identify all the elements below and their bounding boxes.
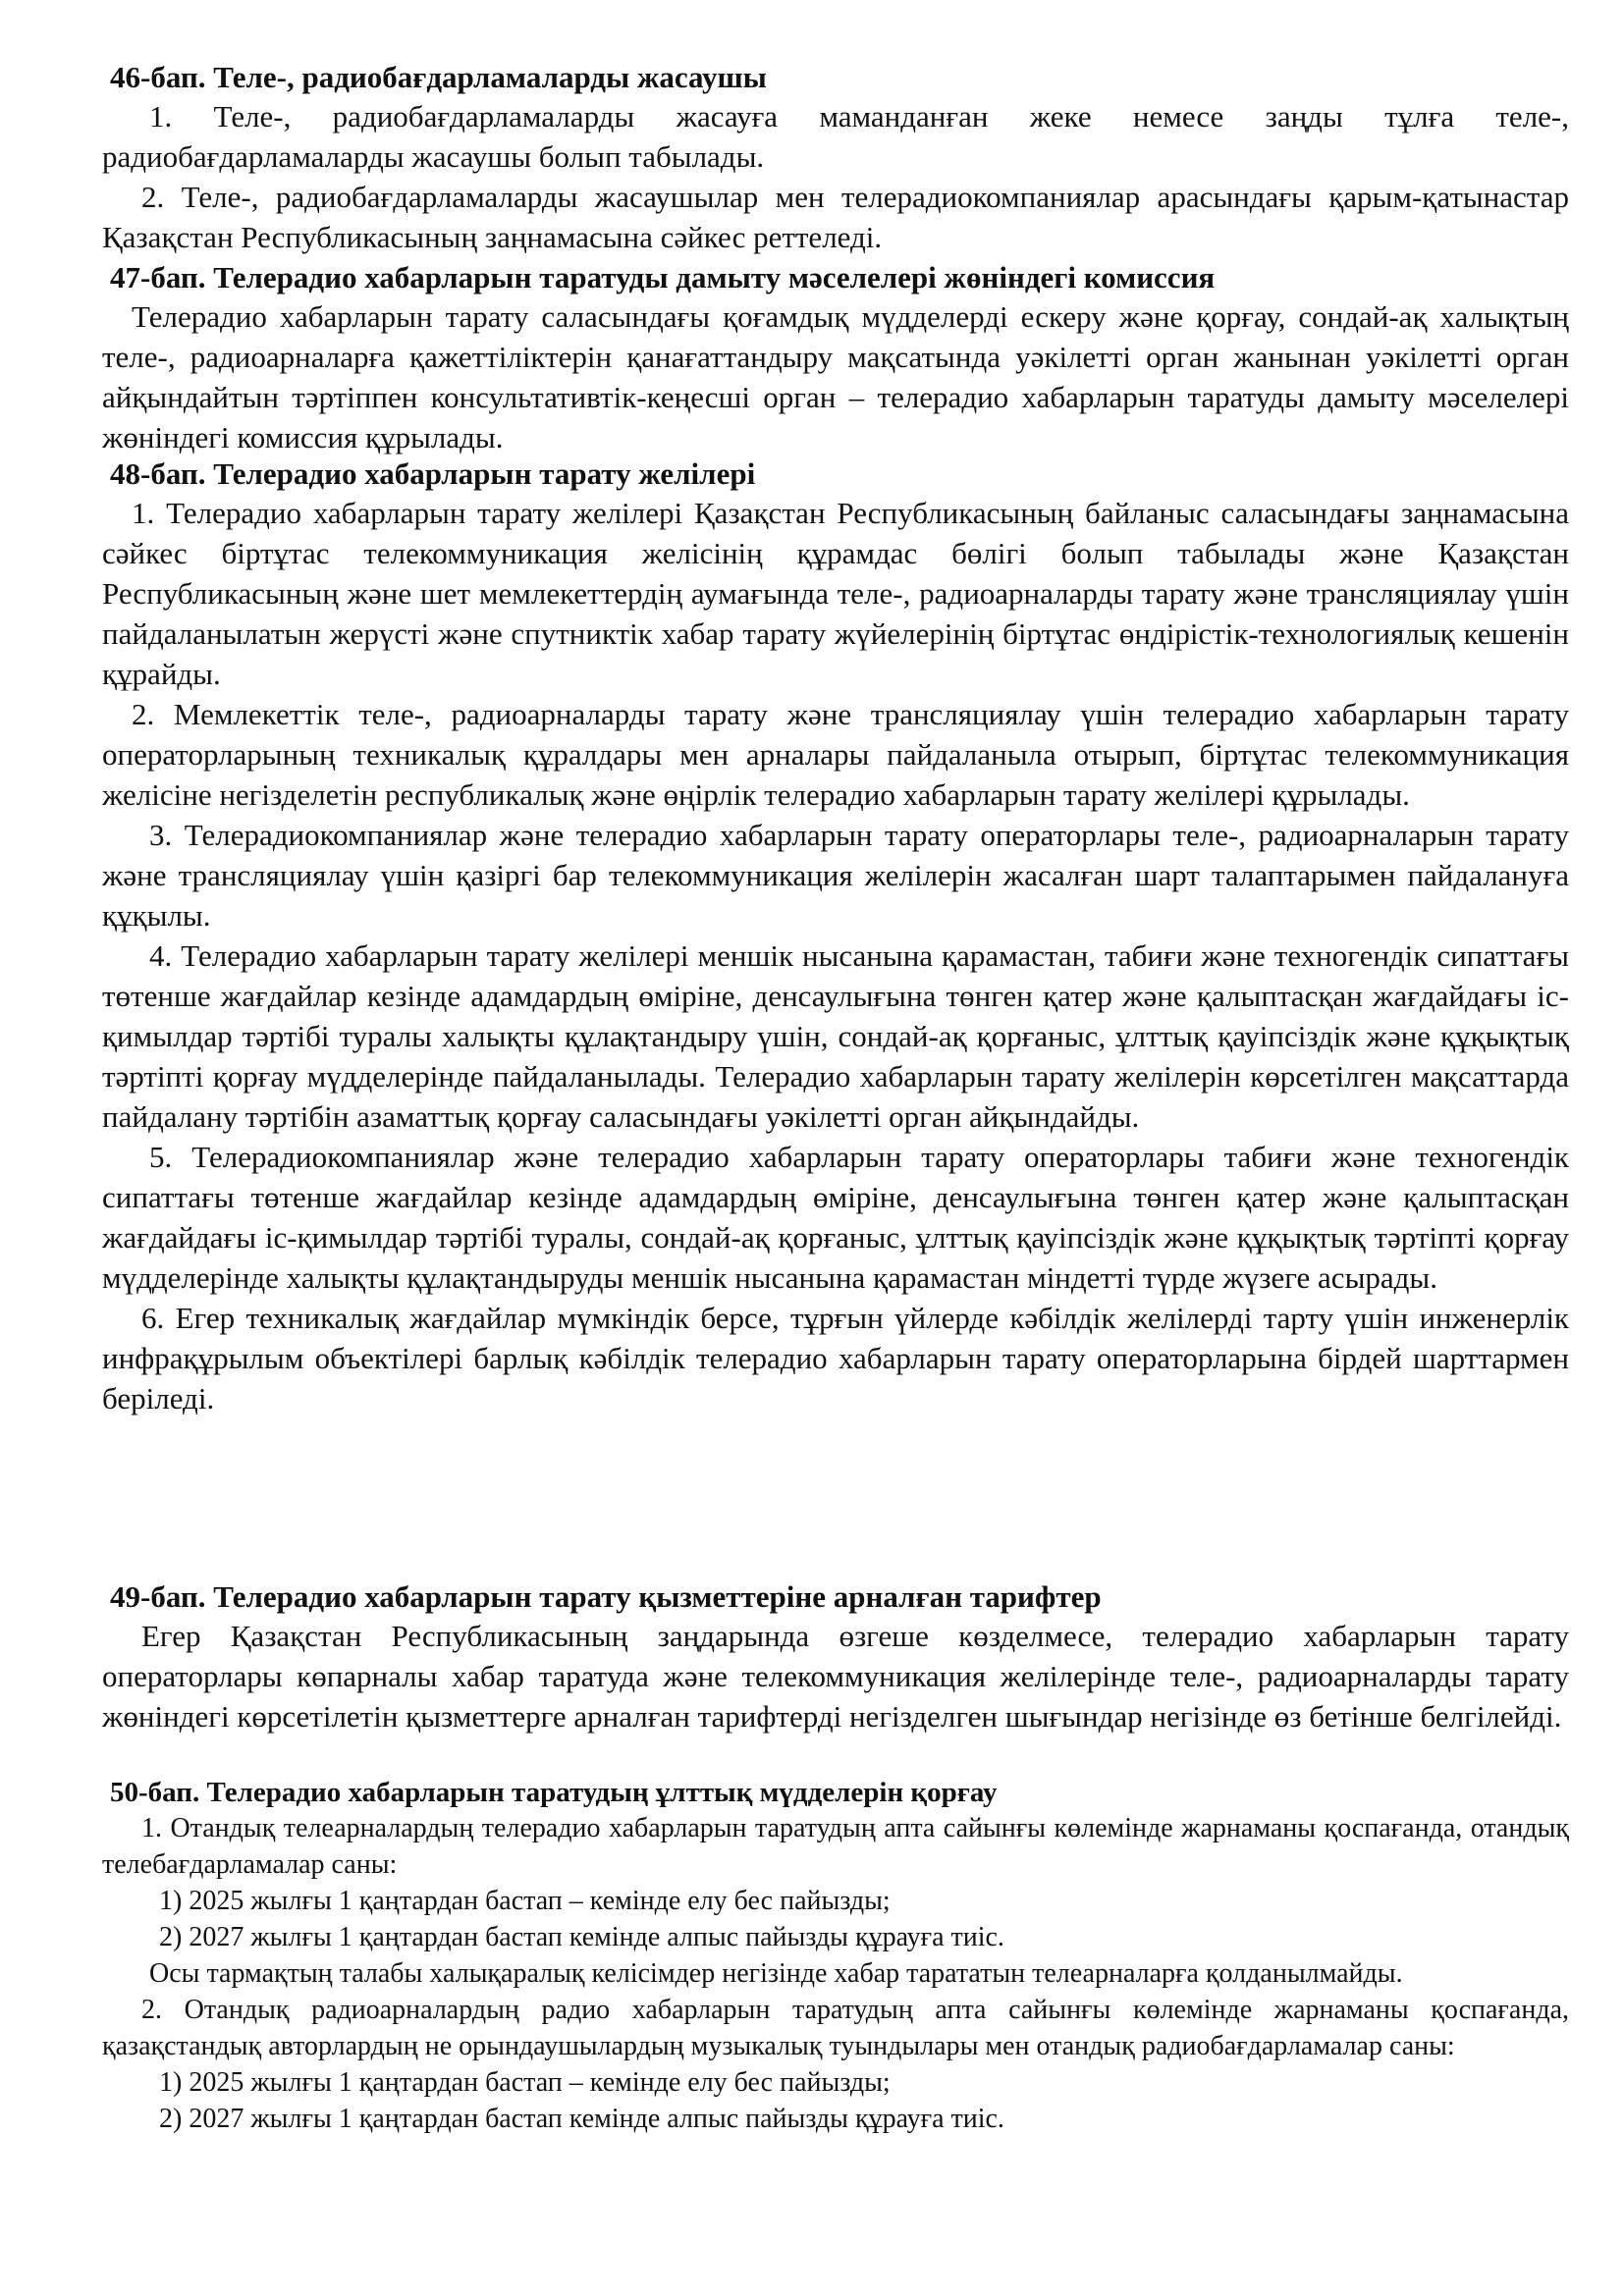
article-46-paragraph-2: 2. Теле-, радиобағдарламаларды жасаушылар мен телерадиокомпаниялар арасындағы қарым-қатынастар Қазақстан Республикасының заңнамасына сәйкес реттеледі. xyxy=(102,180,1569,254)
article-50-paragraph-2: 2. Отандық радиоарналардың радио хабарларын таратудың апта сайынғы көлемінде жарнаманы қоспағанда, қазақстандық авторлардың не орындаушылардың музыкалық туындылары мен отандық радиобағдарламалар саны: xyxy=(102,1995,1569,2061)
article-48-paragraph-2: 2. Мемлекеттік теле-, радиоарналарды тарату және трансляциялау үшін телерадио хабарларын тарату операторларының техникалық құралдары мен арналары пайдаланыла отырып, біртұтас телекоммуникация желісіне негізделетін республикалық және өңірлік телерадио хабарларын тарату желілері құрылады. xyxy=(102,697,1569,812)
article-48-paragraph-1: 1. Телерадио хабарларын тарату желілері Қазақстан Республикасының байланыс саласындағы заңнамасына сәйкес біртұтас телекоммуникация желісінің құрамдас бөлігі болып табылады және Қазақстан Республикасының және шет мемлекеттердің аумағында теле-, радиоарналарды тарату және трансляциялау үшін пайдаланылатын жерүсті және спутниктік хабар тарату жүйелерінің біртұтас өндірістік-технологиялық кешенін құрайды. xyxy=(102,496,1569,691)
article-48-paragraph-5: 5. Телерадиокомпаниялар және телерадио хабарларын тарату операторлары табиғи және техногендік сипаттағы төтенше жағдайлар кезінде адамдардың өміріне, денсаулығына төнген қатер және қалыптасқан жағдайдағы іс-қимылдар тәртібі туралы, сондай-ақ қорғаныс, ұлттық қауіпсіздік және құқықтық тәртіпті қорғау мүдделерінде халықты құлақтандыруды меншік нысанына қарамастан міндетті түрде жүзеге асырады. xyxy=(102,1140,1569,1295)
article-46-title: 46-бап. Теле-, радиобағдарламаларды жасаушы xyxy=(110,60,767,94)
article-50-list-item: 1) 2025 жылғы 1 қаңтардан бастап – кемінде елу бес пайызды; xyxy=(159,1886,891,1916)
article-49 xyxy=(102,1578,1569,1736)
article-48-paragraph-6: 6. Егер техникалық жағдайлар мүмкіндік берсе, тұрғын үйлерде кәбілдік желілерді тарту үшін инженерлік инфрақұрылым объектілері барлық кәбілдік телерадио хабарларын тарату операторларына бірдей шарттармен беріледі. xyxy=(102,1301,1569,1415)
article-46-paragraph-1: 1. Теле-, радиобағдарламаларды жасауға маманданған жеке немесе заңды тұлға теле-, радиобағдарламаларды жасаушы болып табылады. xyxy=(102,99,1569,174)
article-47 xyxy=(102,259,1569,457)
article-50-note: Осы тармақтың талабы халықаралық келісімдер негізінде хабар тарататын телеарналарға қолданылмайды. xyxy=(149,1958,1403,1989)
article-49-paragraph-1: Егер Қазақстан Республикасының заңдарында өзгеше көзделмесе, телерадио хабарларын тарату операторлары көпарналы хабар таратуда және телекоммуникация желілерінде теле-, радиоарналарды тарату жөніндегі көрсетілетін қызметтерге арналған тарифтерді негізделген шығындар негізінде өз бетінше белгілейді. xyxy=(102,1619,1569,1734)
article-48-paragraph-4: 4. Телерадио хабарларын тарату желілері меншік нысанына қарамастан, табиғи және техногендік сипаттағы төтенше жағдайлар кезінде адамдардың өміріне, денсаулығына төнген қатер және қалыптасқан жағдайдағы іс-қимылдар тәртібі туралы халықты құлақтандыру үшін, сондай-ақ қорғаныс, ұлттық қауіпсіздік және құқықтық тәртіпті қорғау мүдделерінде пайдаланылады. Телерадио хабарларын тарату желілерін көрсетілген мақсаттарда пайдалану тәртібін азаматтық қорғау саласындағы уәкілетті орган айқындайды. xyxy=(102,938,1569,1134)
article-47-title: 47-бап. Телерадио хабарларын таратуды дамыту мәселелері жөніндегі комиссия xyxy=(110,260,1216,294)
article-50-list-item: 1) 2025 жылғы 1 қаңтардан бастап – кемінде елу бес пайызды; xyxy=(159,2067,891,2098)
article-50-title: 50-бап. Телерадио хабарларын таратудың ұлттық мүдделерін қорғау xyxy=(110,1777,998,1808)
article-50 xyxy=(102,1775,1569,2137)
article-50-list-item: 2) 2027 жылғы 1 қаңтардан бастап кемінде алпыс пайызды құрауға тиіс. xyxy=(159,1922,1004,1952)
article-48-paragraph-3: 3. Телерадиокомпаниялар және телерадио хабарларын тарату операторлары теле-, радиоарналарын тарату және трансляциялау үшін қазіргі бар телекоммуникация желілерін жасалған шарт талаптарымен пайдалануға құқылы. xyxy=(102,818,1569,933)
article-48 xyxy=(102,455,1569,1418)
article-47-paragraph-1: Телерадио хабарларын тарату саласындағы қоғамдық мүдделерді ескеру және қорғау, сондай-ақ халықтың теле-, радиоарналарға қажеттіліктерін қанағаттандыру мақсатында уәкілетті орган жанынан уәкілетті орган айқындайтын тәртіппен консультативтік-кеңесші орган – телерадио хабарларын таратуды дамыту мәселелері жөніндегі комиссия құрылады. xyxy=(102,299,1569,454)
article-50-list-item: 2) 2027 жылғы 1 қаңтардан бастап кемінде алпыс пайызды құрауға тиіс. xyxy=(159,2104,1004,2134)
article-50-paragraph-1: 1. Отандық телеарналардың телерадио хабарларын таратудың апта сайынғы көлемінде жарнаманы қоспағанда, отандық телебағдарламалар саны: xyxy=(102,1813,1569,1880)
article-49-title: 49-бап. Телерадио хабарларын тарату қызметтеріне арналған тарифтер xyxy=(110,1579,1102,1614)
article-46 xyxy=(102,59,1569,257)
article-48-title: 48-бап. Телерадио хабарларын тарату желілері xyxy=(110,456,756,491)
